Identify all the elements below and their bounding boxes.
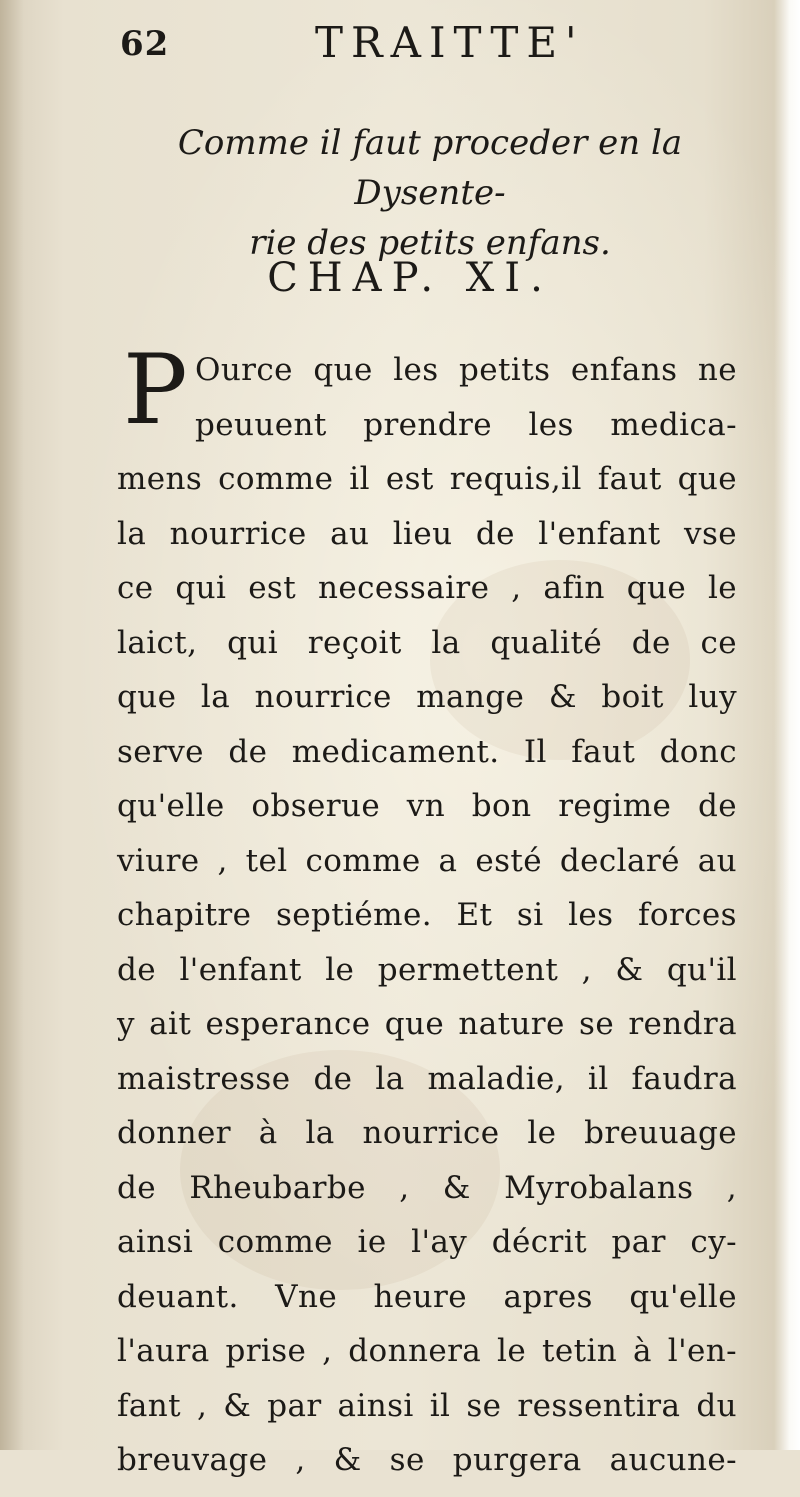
page-header xyxy=(120,18,680,74)
running-title: TRAITTE' xyxy=(315,18,585,67)
text-line: donner à la nourrice le breuuage xyxy=(117,1115,737,1151)
text-line: maistresse de la maladie, il faudra xyxy=(117,1060,737,1097)
page-edge xyxy=(774,0,800,1450)
section-subtitle xyxy=(110,118,750,268)
text-line: ainsi comme ie l'ay décrit par cy- xyxy=(117,1224,737,1260)
chapter-heading: CHAP. XI. xyxy=(267,255,553,301)
text-line: breuvage , & se purgera aucune- xyxy=(117,1442,737,1478)
text-line: la nourrice au lieu de l'enfant vse xyxy=(117,515,737,552)
drop-cap: P xyxy=(123,334,188,446)
text-line: l'aura prise , donnera le tetin à l'en- xyxy=(117,1333,737,1369)
page-gutter-shadow xyxy=(0,0,24,1450)
subtitle-line: Comme il faut proceder en la Dysente- xyxy=(177,123,683,213)
body-text xyxy=(117,352,737,1497)
text-line: qu'elle obserue vn bon regime de xyxy=(117,788,737,824)
text-line: deuant. Vne heure apres qu'elle xyxy=(117,1278,737,1315)
text-line: viure , tel comme a esté declaré au xyxy=(117,842,737,879)
text-line: peuuent prendre les medica- xyxy=(195,406,737,443)
text-line: serve de medicament. Il faut donc xyxy=(117,733,737,770)
page-number: 62 xyxy=(120,24,170,64)
text-line: laict, qui reçoit la qualité de ce xyxy=(117,624,737,661)
text-line: que la nourrice mange & boit luy xyxy=(117,679,737,715)
text-line: ce qui est necessaire , afin que le xyxy=(117,570,737,606)
subtitle-line: rie des petits enfans. xyxy=(249,223,611,263)
text-line: de Rheubarbe , & Myrobalans , xyxy=(117,1169,737,1206)
text-line: de l'enfant le permettent , & qu'il xyxy=(117,951,737,988)
text-line: mens comme il est requis,il faut que xyxy=(117,461,737,497)
text-line: y ait esperance que nature se rendra xyxy=(117,1006,737,1042)
text-line: fant , & par ainsi il se ressentira du xyxy=(117,1387,737,1424)
text-line: chapitre septiéme. Et si les forces xyxy=(117,897,737,933)
text-line: Ource que les petits enfans ne xyxy=(195,352,737,388)
